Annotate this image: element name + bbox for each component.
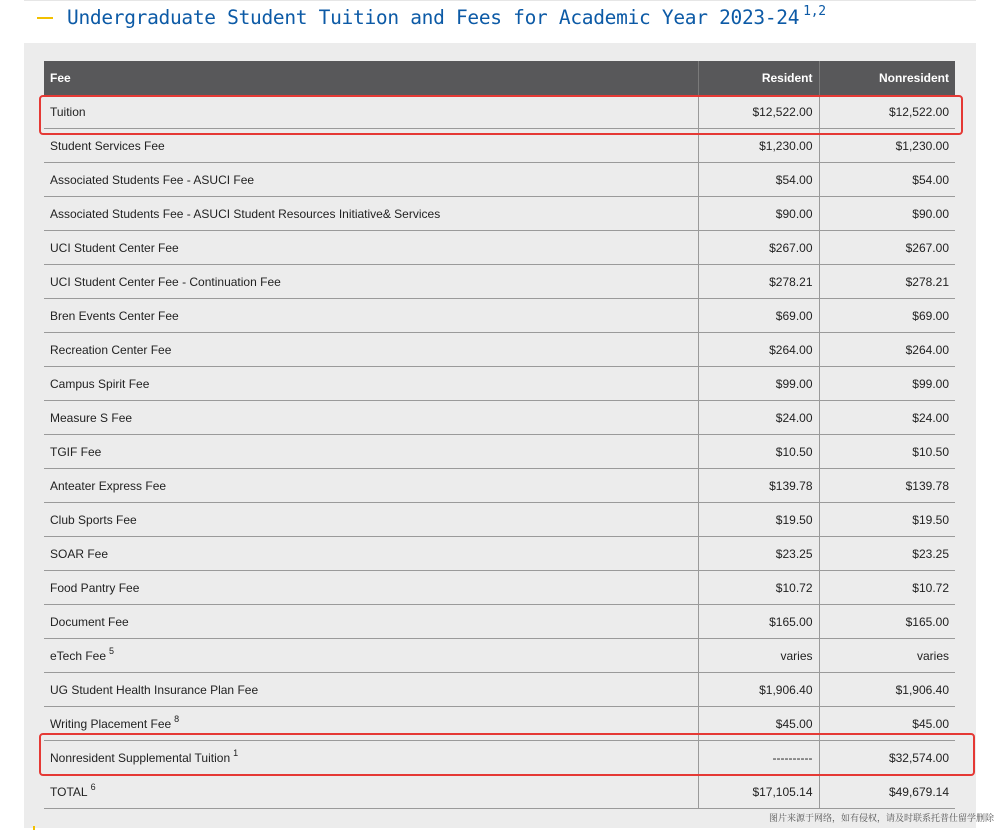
- nonresident-amount: $23.25: [819, 537, 955, 571]
- resident-amount: $139.78: [698, 469, 819, 503]
- resident-amount: $165.00: [698, 605, 819, 639]
- table-row: [44, 537, 955, 571]
- fee-name-cell: [44, 231, 698, 265]
- header-nonresident: Nonresident: [819, 61, 955, 95]
- fee-name: UCI Student Center Fee: [50, 240, 179, 255]
- nonresident-amount: $165.00: [819, 605, 955, 639]
- resident-amount: varies: [698, 639, 819, 673]
- table-row: [44, 435, 955, 469]
- fee-name: Anteater Express Fee: [50, 478, 167, 493]
- fee-name-cell: [44, 605, 698, 639]
- resident-amount: $267.00: [698, 231, 819, 265]
- fee-name: Recreation Center Fee: [50, 342, 172, 357]
- fee-footnote: 5: [109, 645, 115, 656]
- fee-name: TGIF Fee: [50, 444, 102, 459]
- corner-marker: [33, 826, 35, 830]
- table-row: [44, 401, 955, 435]
- nonresident-amount: $49,679.14: [819, 775, 955, 809]
- fee-name: Food Pantry Fee: [50, 580, 140, 595]
- table-row: [44, 639, 955, 673]
- nonresident-amount: $99.00: [819, 367, 955, 401]
- fee-footnote: 8: [174, 713, 180, 724]
- fee-name-cell: [44, 503, 698, 537]
- resident-amount: $278.21: [698, 265, 819, 299]
- fee-name-cell: [44, 163, 698, 197]
- fee-name-cell: [44, 639, 698, 673]
- resident-amount: $19.50: [698, 503, 819, 537]
- table-row: [44, 503, 955, 537]
- nonresident-amount: $1,906.40: [819, 673, 955, 707]
- fee-name: UG Student Health Insurance Plan Fee: [50, 682, 259, 697]
- resident-amount: $1,906.40: [698, 673, 819, 707]
- table-header-row: [44, 61, 955, 95]
- resident-amount: $10.50: [698, 435, 819, 469]
- nonresident-amount: $139.78: [819, 469, 955, 503]
- nonresident-amount: $12,522.00: [819, 95, 955, 129]
- fee-name-cell: [44, 333, 698, 367]
- fee-name: Measure S Fee: [50, 410, 133, 425]
- table-row: [44, 673, 955, 707]
- fee-name: Campus Spirit Fee: [50, 376, 150, 391]
- fee-name-cell: [44, 673, 698, 707]
- resident-amount: $264.00: [698, 333, 819, 367]
- nonresident-amount: $10.72: [819, 571, 955, 605]
- table-row: [44, 163, 955, 197]
- table-row: [44, 775, 955, 809]
- fee-name: Writing Placement Fee: [50, 716, 172, 731]
- watermark-text: 图片来源于网络，如有侵权，请及时联系托普仕留学删除: [768, 813, 994, 823]
- fee-name-cell: [44, 435, 698, 469]
- fee-name: eTech Fee: [50, 648, 107, 663]
- resident-amount: $1,230.00: [698, 129, 819, 163]
- resident-amount: $24.00: [698, 401, 819, 435]
- table-row: [44, 571, 955, 605]
- resident-amount: ----------: [698, 741, 819, 775]
- fee-name-cell: [44, 299, 698, 333]
- title-dash-marker: [37, 17, 53, 19]
- nonresident-amount: varies: [819, 639, 955, 673]
- fee-name-cell: [44, 571, 698, 605]
- resident-amount: $54.00: [698, 163, 819, 197]
- header-resident: Resident: [698, 61, 819, 95]
- nonresident-amount: $32,574.00: [819, 741, 955, 775]
- fee-name: Club Sports Fee: [50, 512, 137, 527]
- resident-amount: $12,522.00: [698, 95, 819, 129]
- fee-footnote: 6: [90, 781, 96, 792]
- nonresident-amount: $10.50: [819, 435, 955, 469]
- resident-amount: $17,105.14: [698, 775, 819, 809]
- fee-name: Tuition: [50, 104, 86, 119]
- fee-name-cell: [44, 401, 698, 435]
- fee-name: Associated Students Fee - ASUCI Fee: [50, 172, 255, 187]
- resident-amount: $99.00: [698, 367, 819, 401]
- fee-footnote: 1: [233, 747, 239, 758]
- resident-amount: $69.00: [698, 299, 819, 333]
- highlight-box-tuition: [39, 95, 963, 135]
- fee-name-cell: [44, 469, 698, 503]
- table-row: [44, 333, 955, 367]
- fee-name-cell: [44, 197, 698, 231]
- nonresident-amount: $90.00: [819, 197, 955, 231]
- table-row: [44, 265, 955, 299]
- table-row: [44, 197, 955, 231]
- fee-name: SOAR Fee: [50, 546, 109, 561]
- table-row: [44, 231, 955, 265]
- fee-name-cell: [44, 537, 698, 571]
- fee-name: Nonresident Supplemental Tuition: [50, 750, 231, 765]
- nonresident-amount: $54.00: [819, 163, 955, 197]
- nonresident-amount: $278.21: [819, 265, 955, 299]
- nonresident-amount: $45.00: [819, 707, 955, 741]
- resident-amount: $10.72: [698, 571, 819, 605]
- fee-table: [44, 61, 955, 809]
- table-row: [44, 605, 955, 639]
- fee-name: Document Fee: [50, 614, 129, 629]
- fee-name-cell: [44, 775, 698, 809]
- header-fee: Fee: [44, 61, 698, 95]
- fee-name-cell: [44, 265, 698, 299]
- fee-name-cell: [44, 367, 698, 401]
- fee-name: TOTAL: [50, 784, 88, 799]
- top-rule: [24, 0, 976, 1]
- fee-name: Bren Events Center Fee: [50, 308, 179, 323]
- table-row: [44, 299, 955, 333]
- fee-name: UCI Student Center Fee - Continuation Fee: [50, 274, 281, 289]
- nonresident-amount: $69.00: [819, 299, 955, 333]
- fee-name: Student Services Fee: [50, 138, 165, 153]
- nonresident-amount: $267.00: [819, 231, 955, 265]
- resident-amount: $90.00: [698, 197, 819, 231]
- table-row: [44, 469, 955, 503]
- nonresident-amount: $264.00: [819, 333, 955, 367]
- nonresident-amount: $1,230.00: [819, 129, 955, 163]
- page-title-footnote: 1,2: [803, 4, 826, 19]
- table-row: [44, 367, 955, 401]
- resident-amount: $45.00: [698, 707, 819, 741]
- nonresident-amount: $24.00: [819, 401, 955, 435]
- highlight-box-nonresident-supplemental: [39, 733, 975, 776]
- page-title-text: Undergraduate Student Tuition and Fees for Academic Year 2023-24: [67, 6, 800, 29]
- page-title: [67, 6, 826, 29]
- fee-name: Associated Students Fee - ASUCI Student Resources Initiative& Services: [50, 206, 441, 221]
- nonresident-amount: $19.50: [819, 503, 955, 537]
- resident-amount: $23.25: [698, 537, 819, 571]
